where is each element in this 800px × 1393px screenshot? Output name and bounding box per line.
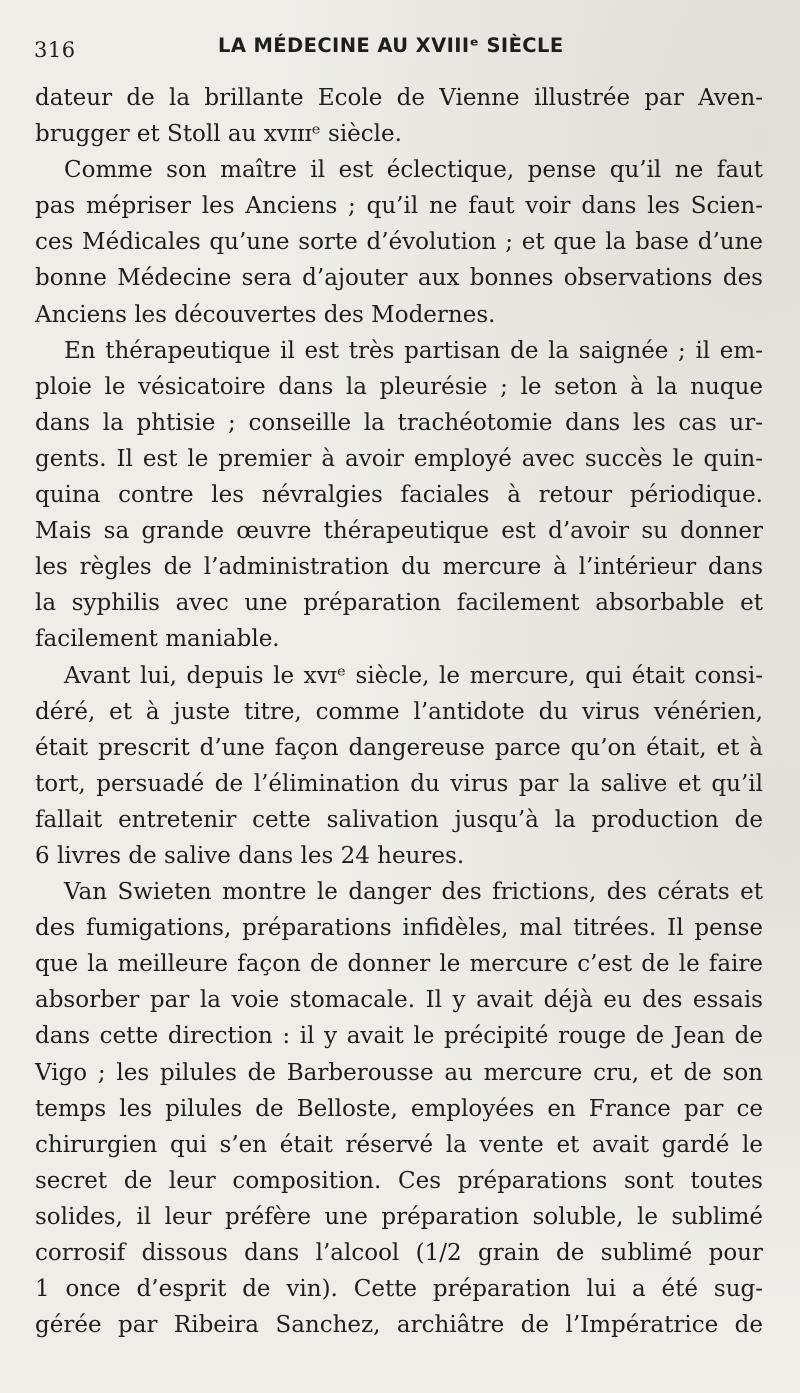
text-line: que la meilleure façon de donner le mercure c’est de le faire [35, 951, 763, 978]
text-line: Anciens les découvertes des Modernes. [35, 301, 496, 328]
text-line: Comme son maître il est éclectique, pense qu’il ne faut [64, 157, 763, 184]
text-line: 1 once d’esprit de vin). Cette préparation lui a été sug- [35, 1276, 763, 1303]
text-line: fallait entretenir cette salivation jusqu’à la production de [35, 806, 763, 833]
text-line: brugger et Stoll au xᴠɪɪɪᵉ siècle. [35, 121, 402, 148]
paragraph [35, 874, 763, 1343]
text-line: Van Swieten montre le danger des frictions, des cérats et [64, 879, 763, 906]
text-line: gérée par Ribeira Sanchez, archiâtre de l’Impératrice de [35, 1312, 763, 1339]
text-line: En thérapeutique il est très partisan de la saignée ; il em- [64, 337, 763, 364]
text-line: gents. Il est le premier à avoir employé avec succès le quin- [35, 445, 763, 472]
text-line: pas mépriser les Anciens ; qu’il ne faut voir dans les Scien- [35, 193, 763, 220]
text-line: ces Médicales qu’une sorte d’évolution ; et que la base d’une [35, 229, 763, 256]
text-line: Mais sa grande œuvre thérapeutique est d’avoir su donner [35, 518, 763, 545]
text-line: dateur de la brillante Ecole de Vienne illustrée par Aven- [35, 85, 763, 111]
text-line: absorber par la voie stomacale. Il y avait déjà eu des essais [35, 987, 763, 1014]
text-line: temps les pilules de Belloste, employées en France par ce [35, 1095, 763, 1122]
text-line: corrosif dissous dans l’alcool (1/2 grain de sublimé pour [35, 1240, 763, 1266]
text-line: solides, il leur préfère une préparation soluble, le sublimé [35, 1203, 763, 1230]
text-line: des fumigations, préparations infidèles, mal titrées. Il pense [35, 915, 763, 942]
body-text [35, 80, 763, 1343]
running-head: LA MÉDECINE AU XVIIIᵉ SIÈCLE [218, 34, 564, 57]
text-line: dans cette direction : il y avait le précipité rouge de Jean de [35, 1023, 763, 1050]
paragraph [35, 80, 763, 152]
paragraph [35, 658, 763, 875]
text-line: chirurgien qui s’en était réservé la vente et avait gardé le [35, 1131, 763, 1158]
text-line: ploie le vésicatoire dans la pleurésie ; le seton à la nuque [35, 373, 763, 400]
text-line: déré, et à juste titre, comme l’antidote du virus vénérien, [35, 698, 763, 725]
page-number: 316 [34, 38, 76, 62]
text-line: était prescrit d’une façon dangereuse parce qu’on était, et à [35, 734, 763, 761]
text-line: quina contre les névralgies faciales à retour périodique. [35, 482, 763, 509]
text-line: 6 livres de salive dans les 24 heures. [35, 842, 465, 869]
text-line: les règles de l’administration du mercure à l’intérieur dans [35, 554, 763, 581]
text-line: dans la phtisie ; conseille la trachéotomie dans les cas ur- [35, 409, 763, 436]
text-line: facilement maniable. [35, 626, 280, 653]
text-line: Vigo ; les pilules de Barberousse au mercure cru, et de son [35, 1059, 763, 1086]
text-line: tort, persuadé de l’élimination du virus par la salive et qu’il [35, 770, 763, 797]
text-line: secret de leur composition. Ces préparations sont toutes [35, 1167, 763, 1194]
paragraph [35, 152, 763, 332]
text-line: bonne Médecine sera d’ajouter aux bonnes observations des [35, 265, 763, 292]
text-line: Avant lui, depuis le xᴠɪᵉ siècle, le mercure, qui était consi- [64, 662, 763, 689]
paragraph [35, 333, 763, 658]
page-header [34, 32, 774, 62]
text-line: la syphilis avec une préparation facilement absorbable et [35, 590, 763, 617]
